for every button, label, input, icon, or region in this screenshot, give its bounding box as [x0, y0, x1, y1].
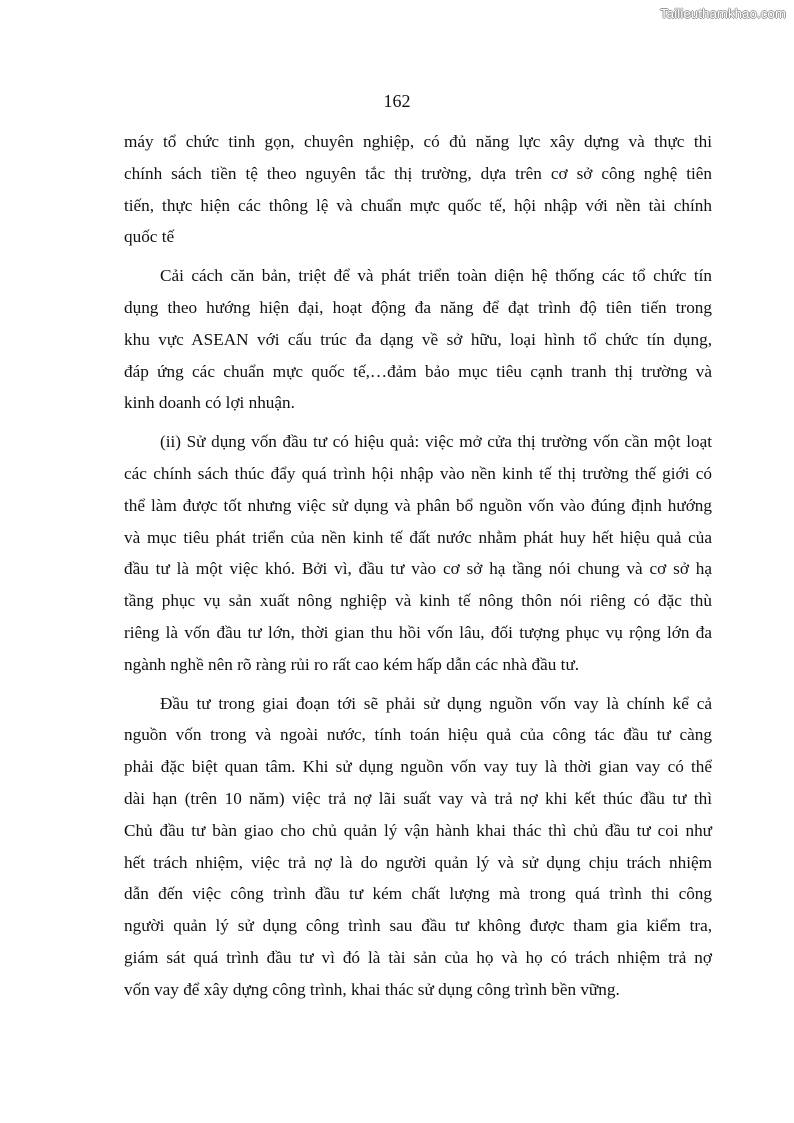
- page-number: 162: [383, 91, 411, 111]
- watermark-text: Tailieuthamkhao.com: [660, 6, 786, 21]
- text-line: chính sách tiền tệ theo nguyên tắc thị trường, dựa trên cơ sở công nghệ tiên: [124, 163, 712, 183]
- text-line: Đầu tư trong giai đoạn tới sẽ phải sử dụng nguồn vốn vay là chính kể cả: [160, 693, 712, 713]
- text-line: tầng phục vụ sản xuất nông nghiệp và kinh tế nông thôn nói riêng có đặc thù: [124, 591, 712, 611]
- text-line: riêng là vốn đầu tư lớn, thời gian thu hồi vốn lâu, đối tượng phục vụ rộng lớn đa: [124, 622, 712, 642]
- text-line: (ii) Sử dụng vốn đầu tư có hiệu quả: việc mở cửa thị trường vốn cần một loạt: [160, 432, 712, 452]
- text-line: nguồn vốn trong và ngoài nước, tính toán hiệu quả của công tác đầu tư càng: [124, 725, 712, 745]
- text-line: ngành nghề nên rõ ràng rủi ro rất cao kém hấp dẫn các nhà đầu tư.: [124, 654, 580, 674]
- text-line: đầu tư là một việc khó. Bởi vì, đầu tư vào cơ sở hạ tầng nói chung và cơ sở hạ: [124, 559, 712, 579]
- text-line: khu vực ASEAN với cấu trúc đa dạng về sở hữu, loại hình tổ chức tín dụng,: [124, 329, 712, 349]
- text-line: và mục tiêu phát triển của nền kinh tế đất nước nhằm phát huy hết hiệu quả của: [124, 527, 712, 547]
- text-line: các chính sách thúc đẩy quá trình hội nhập vào nền kinh tế thị trường thế giới có: [124, 463, 712, 483]
- text-line: kinh doanh có lợi nhuận.: [124, 393, 295, 413]
- text-line: người quản lý sử dụng công trình sau đầu tư không được tham gia kiểm tra,: [124, 916, 712, 936]
- text-line: Cải cách căn bản, triệt để và phát triển toàn diện hệ thống các tổ chức tín: [160, 266, 712, 286]
- text-line: dụng theo hướng hiện đại, hoạt động đa năng để đạt trình độ tiên tiến trong: [124, 297, 712, 317]
- paragraph-2: [124, 260, 712, 419]
- text-line: Chủ đầu tư bàn giao cho chủ quản lý vận hành khai thác thì chủ đầu tư coi như: [124, 820, 712, 840]
- text-line: dẫn đến việc công trình đầu tư kém chất lượng mà trong quá trình thi công: [124, 884, 712, 904]
- text-line: giám sát quá trình đầu tư vì đó là tài sản của họ và họ có trách nhiệm trả nợ: [124, 947, 712, 967]
- text-line: thể làm được tốt nhưng việc sử dụng và phân bổ nguồn vốn vào đúng định hướng: [124, 495, 712, 515]
- paragraph-3: [124, 426, 712, 680]
- text-line: đáp ứng các chuẩn mực quốc tế,…đảm bảo mục tiêu cạnh tranh thị trường và: [124, 361, 712, 381]
- text-line: dài hạn (trên 10 năm) việc trả nợ lãi suất vay và trả nợ khi kết thúc đầu tư thì: [124, 788, 712, 808]
- paragraph-1: [124, 126, 712, 253]
- text-line: quốc tế: [124, 227, 175, 247]
- text-line: máy tổ chức tinh gọn, chuyên nghiệp, có đủ năng lực xây dựng và thực thi: [124, 132, 712, 151]
- text-line: tiến, thực hiện các thông lệ và chuẩn mực quốc tế, hội nhập với nền tài chính: [124, 195, 712, 215]
- text-line: hết trách nhiệm, việc trả nợ là do người quản lý và sử dụng chịu trách nhiệm: [124, 852, 712, 872]
- text-line: vốn vay để xây dựng công trình, khai thác sử dụng công trình bền vững.: [124, 979, 620, 999]
- document-body: [124, 126, 712, 1006]
- paragraph-4: [124, 688, 712, 1006]
- text-line: phải đặc biệt quan tâm. Khi sử dụng nguồn vốn vay tuy là thời gian vay có thể: [124, 757, 712, 777]
